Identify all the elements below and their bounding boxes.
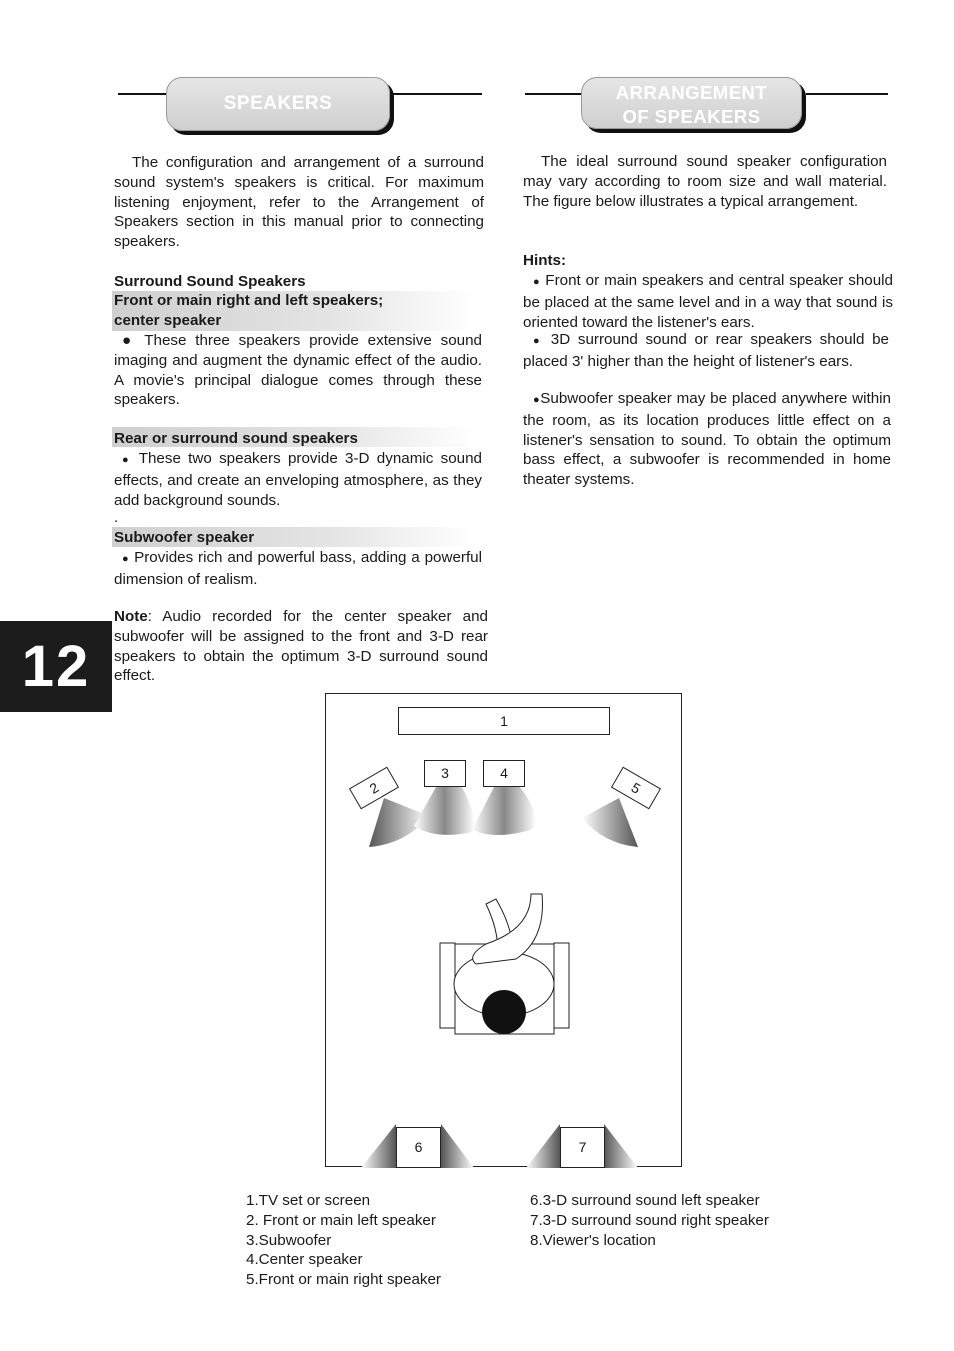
hints-title: Hints: (523, 252, 567, 269)
rear-right-sound-cone-a (526, 1124, 560, 1168)
legend-item: 1.TV set or screen (246, 1192, 371, 1209)
front-title-1: Front or main right and left speakers; (114, 292, 384, 309)
legend-item: 3.Subwoofer (246, 1231, 332, 1249)
front-right-sound-cone (582, 798, 638, 847)
front-left-speaker-box: 2 (349, 767, 399, 810)
subwoofer-sound-cone (414, 787, 475, 835)
front-text (114, 331, 482, 410)
page-number-tab: 12 (0, 621, 112, 712)
legend-item: 2. Front or main left speaker (246, 1211, 436, 1229)
hint-1 (523, 271, 893, 332)
bullet-icon: ● (122, 332, 136, 349)
legend-left (246, 1191, 506, 1290)
rear-title: Rear or surround sound speakers (114, 430, 358, 447)
left-intro: The configuration and arrangement of a surround sound system's speakers is critical. For maximum listening enjoyment, refer to the Arrangement of Speakers section in this manual prior to connecting speakers. (114, 154, 484, 251)
left-heading-rule-right (392, 93, 482, 95)
arrangement-heading-line1: ARRANGEMENT (615, 82, 768, 103)
hint-2 (523, 330, 889, 372)
arrangement-heading-line2: OF SPEAKERS (622, 106, 761, 127)
subwoofer-box: 3 (424, 760, 466, 787)
stray-dot: . (114, 509, 119, 526)
viewer-head (482, 990, 526, 1034)
hint-3-text: Subwoofer speaker may be placed anywhere within the room, as its location produces little effect on a listener's sensation to sound. To obtain the optimum bass effect, a subwoofer is recommended in home theater systems. (523, 390, 891, 489)
right-heading-rule-right (806, 93, 888, 95)
rear-left-speaker-box: 6 (396, 1127, 441, 1168)
front-text-body: These three speakers provide extensive sound imaging and augment the dynamic effect of the audio. A movie's principal dialogue comes through these speakers. (114, 332, 482, 409)
front-title-2: center speaker (114, 312, 222, 329)
note-label: Note (114, 608, 148, 625)
bullet-icon: ● (122, 553, 130, 565)
sub-text (114, 548, 482, 590)
center-sound-cone (472, 787, 536, 835)
hint-3 (523, 389, 891, 490)
legend-item: 8.Viewer's location (530, 1231, 656, 1249)
bullet-icon: ● (533, 394, 541, 406)
arrangement-heading (581, 77, 802, 129)
legend-right (530, 1191, 830, 1250)
tv-screen-box: 1 (398, 707, 610, 735)
rear-text (114, 449, 482, 510)
rear-left-sound-cone-a (361, 1124, 396, 1168)
center-speaker-box: 4 (483, 760, 525, 787)
legend-item: 6.3-D surround sound left speaker (530, 1192, 760, 1209)
rear-text-body: These two speakers provide 3-D dynamic sound effects, and create an enveloping atmosphere, as they add background sounds. (114, 450, 482, 509)
rear-left-sound-cone-b (441, 1124, 474, 1168)
bullet-icon: ● (533, 276, 541, 288)
surround-title: Surround Sound Speakers (114, 273, 306, 290)
speakers-heading (166, 77, 390, 131)
legend-item: 5.Front or main right speaker (246, 1271, 441, 1289)
speakers-heading-text: SPEAKERS (223, 93, 333, 114)
sub-title: Subwoofer speaker (114, 529, 255, 546)
rear-right-sound-cone-b (604, 1124, 638, 1168)
bullet-icon: ● (533, 335, 544, 347)
sub-text-body: Provides rich and powerful bass, adding a powerful dimension of realism. (114, 549, 482, 588)
legend-item: 7.3-D surround sound right speaker (530, 1211, 769, 1229)
note-paragraph (114, 607, 488, 686)
hint-2-text: 3D surround sound or rear speakers should be placed 3' higher than the height of listener's ears. (523, 331, 889, 370)
bullet-icon: ● (122, 454, 132, 466)
left-heading-rule-left (118, 93, 170, 95)
note-text: : Audio recorded for the center speaker and subwoofer will be assigned to the front and 3-D rear speakers to obtain the optimum 3-D surround sound effect. (114, 608, 488, 685)
legend-item: 4.Center speaker (246, 1251, 363, 1269)
front-right-speaker-box: 5 (611, 767, 661, 810)
right-intro: The ideal surround sound speaker configuration may vary according to room size and wall material. The figure below illustrates a typical arrangement. (523, 153, 887, 210)
right-heading-rule-left (525, 93, 585, 95)
rear-right-speaker-box: 7 (560, 1127, 605, 1168)
hint-1-text: Front or main speakers and central speaker should be placed at the same level and in a way that sound is oriented toward the listener's ears. (523, 272, 893, 331)
speaker-arrangement-diagram (325, 693, 682, 1167)
